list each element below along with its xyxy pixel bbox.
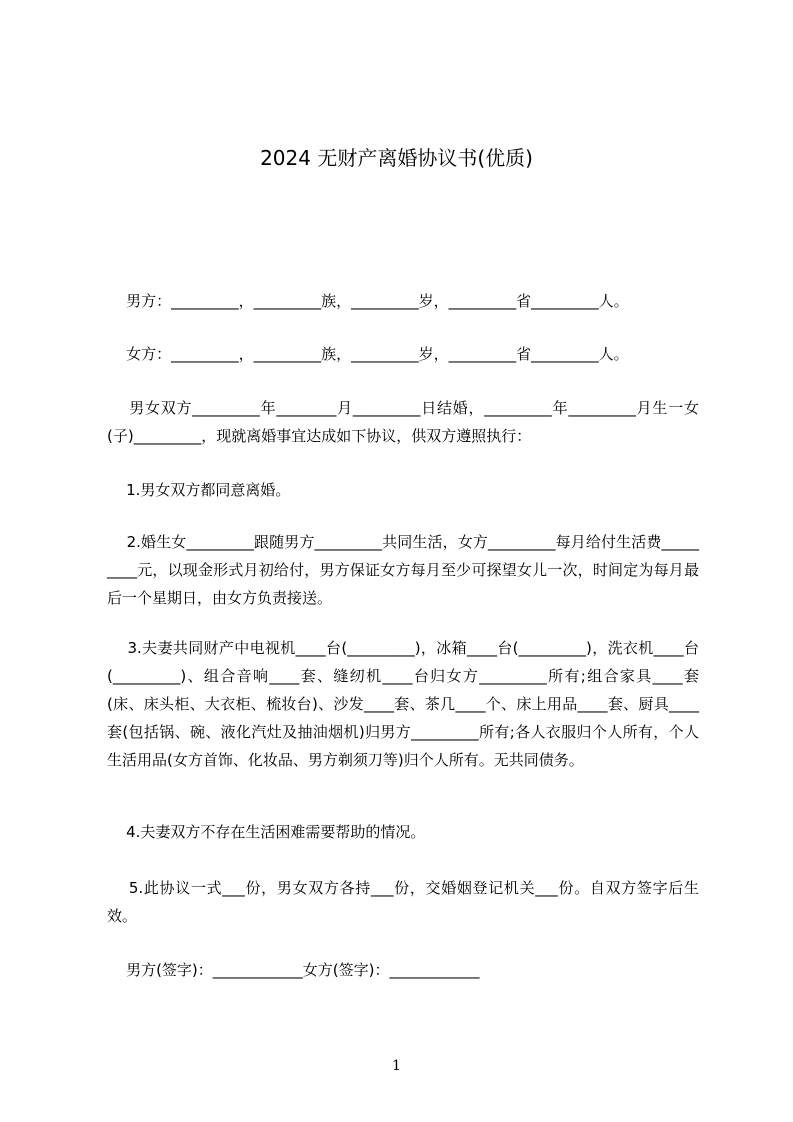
paragraph-clause-2: 2.婚生女_________跟随男方_________共同生活，女方_________每月给付生活费_________元，以现金形式月初给付，男方保证女方每月至少可探望女儿一次，时间定为每月最后一个星期日，由女方负责接送。: [107, 533, 699, 607]
paragraph-marriage-info: 男女双方_________年________月_________日结婚，_________年_________月生一女(子)_________，现就离婚事宜达成如下协议，供双方遵照执行：: [107, 399, 699, 445]
paragraph-clause-3: 3.夫妻共同财产中电视机____台(_________)，冰箱____台(_________)，洗衣机____台(_________)、组合音响____套、缝纫机____台归女方_________所有;组合家具____套(床、床头柜、大衣柜、梳妆台)、沙发____套、茶几____个、床上用品____套、厨具____套(包括锅、碗、液化汽灶及抽油烟机)归男方_________所有;各人衣服归个人所有，个人生活用品(女方首饰、化妆品、男方剃须刀等)归个人所有。无共同债务。: [107, 639, 699, 769]
paragraph-clause-5: 5.此协议一式___份，男女双方各持___份，交婚姻登记机关___份。自双方签字后生效。: [107, 879, 699, 925]
page-number: 1: [392, 1058, 401, 1074]
paragraph-clause-4: 4.夫妻双方不存在生活困难需要帮助的情况。: [107, 823, 426, 841]
paragraph-male-party-info: 男方：_________，_________族，_________岁，_________省_________人。: [107, 292, 629, 310]
paragraph-female-party-info: 女方：_________，_________族，_________岁，_________省_________人。: [107, 345, 629, 363]
document-title: 2024 无财产离婚协议书(优质): [260, 146, 533, 170]
paragraph-clause-1: 1.男女双方都同意离婚。: [107, 481, 291, 499]
paragraph-signatures: 男方(签字)：____________女方(签字)：____________: [107, 961, 480, 979]
